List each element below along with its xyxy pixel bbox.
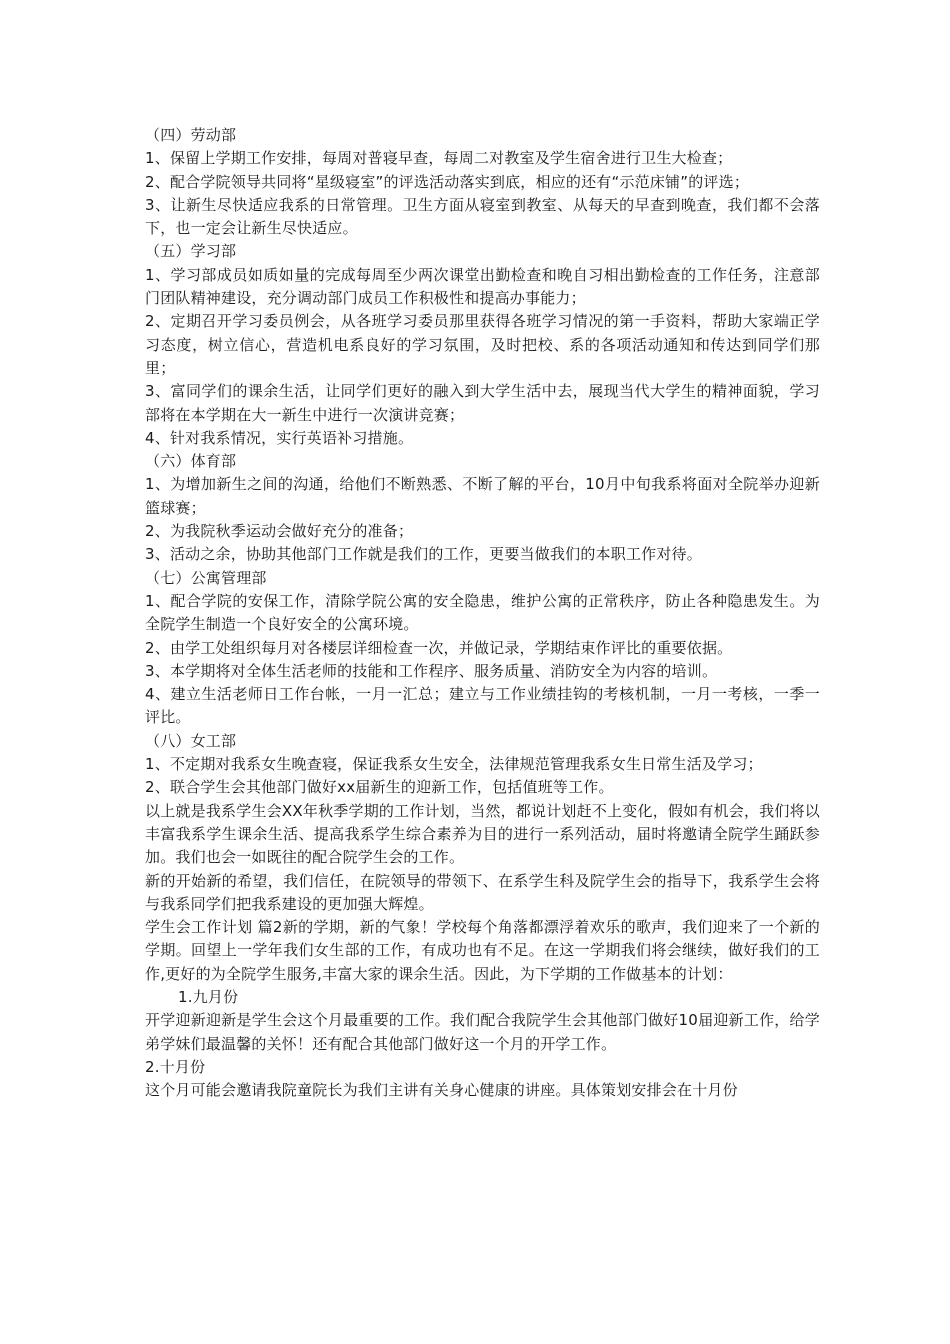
paragraph: 2、定期召开学习委员例会，从各班学习委员那里获得各班学习情况的第一手资料，帮助大家端正学习态度，树立信心，营造机电系良好的学习氛围，及时把校、系的各项活动通知和传达到同学们那里； — [145, 312, 820, 377]
paragraph: 2、联合学生会其他部门做好xx届新生的迎新工作，包括值班等工作。 — [145, 778, 614, 797]
paragraph: 3、本学期将对全体生活老师的技能和工作程序、服务质量、消防安全为内容的培训。 — [145, 661, 718, 680]
paragraph: 3、让新生尽快适应我系的日常管理。卫生方面从寝室到教室、从每天的早查到晚查，我们都不会落下，也一定会让新生尽快适应。 — [145, 195, 820, 238]
paragraph: 4、针对我系情况，实行英语补习措施。 — [145, 428, 414, 447]
section-heading-study: （五）学习部 — [145, 242, 237, 261]
subheading-september: 1.九月份 — [178, 987, 239, 1006]
paragraph: 3、活动之余，协助其他部门工作就是我们的工作，更要当做我们的本职工作对待。 — [145, 545, 702, 564]
section-heading-sports: （六）体育部 — [145, 452, 237, 471]
paragraph: 4、建立生活老师日工作台帐，一月一汇总；建立与工作业绩挂钩的考核机制，一月一考核，一季一评比。 — [145, 685, 820, 727]
paragraph: 2、为我院秋季运动会做好充分的准备； — [145, 522, 414, 541]
section-heading-dormitory: （七）公寓管理部 — [145, 568, 267, 587]
document-body — [145, 124, 820, 1102]
paragraph: 以上就是我系学生会XX年秋季学期的工作计划，当然，都说计划赶不上变化，假如有机会，我们将以丰富我系学生课余生活、提高我系学生综合素养为目的进行一系列活动，届时将邀请全院学生踊跃参加。我们也会一如既往的配合院学生会的工作。 — [145, 801, 820, 867]
paragraph: 1、学习部成员如质如量的完成每周至少两次课堂出勤检查和晚自习相出勤检查的工作任务，注意部门团队精神建设，充分调动部门成员工作积极性和提高办事能力； — [145, 265, 820, 308]
paragraph: 2、由学工处组织每月对各楼层详细检查一次，并做记录，学期结束作评比的重要依据。 — [145, 638, 733, 657]
paragraph: 1、保留上学期工作安排，每周对普寝早查，每周二对教室及学生宿舍进行卫生大检查； — [145, 149, 733, 168]
paragraph: 2、配合学院领导共同将“星级寝室”的评选活动落实到底，相应的还有“示范床铺”的评选； — [145, 172, 750, 191]
paragraph: 这个月可能会邀请我院童院长为我们主讲有关身心健康的讲座。具体策划安排会在十月份 — [145, 1081, 738, 1100]
subheading-october: 2.十月份 — [145, 1057, 206, 1076]
paragraph: 1、不定期对我系女生晚查寝，保证我系女生安全，法律规范管理我系女生日常生活及学习； — [145, 755, 763, 774]
paragraph: 开学迎新迎新是学生会这个月最重要的工作。我们配合我院学生会其他部门做好10届迎新工作，给学弟学妹们最温馨的关怀！还有配合其他部门做好这一个月的开学工作。 — [145, 1011, 820, 1053]
paragraph: 1、配合学院的安保工作，清除学院公寓的安全隐患，维护公寓的正常秩序，防止各种隐患发生。为全院学生制造一个良好安全的公寓环境。 — [145, 591, 820, 634]
paragraph: 学生会工作计划 篇2新的学期，新的气象！学校每个角落都漂浮着欢乐的歌声，我们迎来了一个新的学期。回望上一学年我们女生部的工作，有成功也有不足。在这一学期我们将会继续，做好我们的工作,更好的为全院学生服务,丰富大家的课余生活。因此，为下学期的工作做基本的计划： — [145, 918, 820, 983]
paragraph: 1、为增加新生之间的沟通，给他们不断熟悉、不断了解的平台，10月中旬我系将面对全院举办迎新篮球赛； — [145, 475, 820, 517]
section-heading-women: （八）女工部 — [145, 731, 237, 750]
paragraph: 新的开始新的希望，我们信任，在院领导的带领下、在系学生科及院学生会的指导下，我系学生会将与我系同学们把我系建设的更加强大辉煌。 — [145, 871, 820, 913]
paragraph: 3、富同学们的课余生活，让同学们更好的融入到大学生活中去，展现当代大学生的精神面貌，学习部将在本学期在大一新生中进行一次演讲竞赛； — [145, 382, 820, 424]
section-heading-labor: （四）劳动部 — [145, 126, 237, 144]
